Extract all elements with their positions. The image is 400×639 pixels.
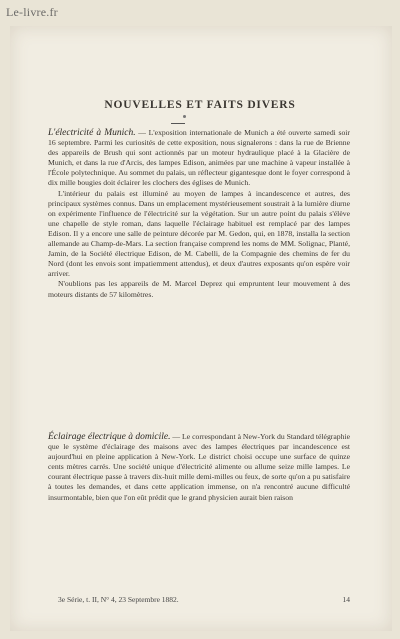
heading-rule (171, 123, 185, 124)
paragraph: N'oublions pas les appareils de M. Marcel Deprez qui empruntent leur mouvement à des moteurs distants de 57 kilomètres. (48, 279, 350, 299)
document-page (10, 26, 392, 631)
article-title: L'électricité à Munich. (48, 128, 136, 138)
page-footer (48, 595, 350, 604)
series-info: 3e Série, t. II, N° 4, 23 Septembre 1882. (58, 595, 179, 604)
article-munich (48, 128, 350, 300)
article-eclairage (48, 432, 350, 503)
page-number: 14 (342, 595, 350, 604)
watermark: Le-livre.fr (6, 5, 58, 19)
paragraph-text: — L'exposition internationale de Munich a été ouverte samedi soir 16 septembre. Parmi les curiosités de cette exposition, nous signalerons : dans la rue de Brienne des appareils de Brush qui sont actionnés par un moteur hydraulique placé à la Glacière de Munich, et dans la rue d'Arcis, des lampes Edison, animées par une machine à vapeur installée à l'École polytechnique. Au sommet du palais, un réflecteur gigantesque dont le foyer correspond à dix mille bougies doit éclairer les clochers des églises de Munich. (48, 128, 350, 188)
paragraph (48, 128, 350, 189)
paragraph-text: — Le correspondant à New-York du Standard télégraphie que le système d'éclairage des maisons avec des lampes électriques par incandescence est aujourd'hui en pleine application à New-York. Le district choisi occupe une surface de quinze cents mètres carrés. Une société unique d'électricité alimente ou allume seize mille lampes. Le courant électrique passe à travers dix-huit mille demi-milles ou feux, de sorte qu'on a pu satisfaire à toutes les demandes, et dans cette application immense, on n'a rencontré aucune difficulté insurmontable, bien que l'on eût prédit que le grand physicien aurait bien raison (48, 432, 351, 502)
section-heading: NOUVELLES ET FAITS DIVERS (104, 99, 296, 111)
ornament-dot (183, 115, 186, 118)
article-title: Éclairage électrique à domicile. (48, 432, 171, 442)
paragraph (48, 432, 350, 503)
paragraph: L'intérieur du palais est illuminé au moyen de lampes à incandescence et autres, des principaux systèmes connus. Dans un emplacement mystérieusement soustrait à la lumière diurne on expérimente l'influence de l'électricité sur la végétation. Sur un autre point du palais s'élève une chapelle de style roman, dans laquelle l'éclairage habituel est remplacé par des lampes Edison. Il y a encore une salle de peinture décorée par M. Gedon, qui, en 1878, installa la section allemande au Champ-de-Mars. La section française comprend les noms de MM. Solignac, Planté, Jamin, de la Société électrique Edison, de M. Cabelli, de la Compagnie des chemins de fer du Nord (dont les envois sont impatiemment attendus), et deux d'autres exposants qu'on espère voir arriver. (48, 188, 350, 279)
